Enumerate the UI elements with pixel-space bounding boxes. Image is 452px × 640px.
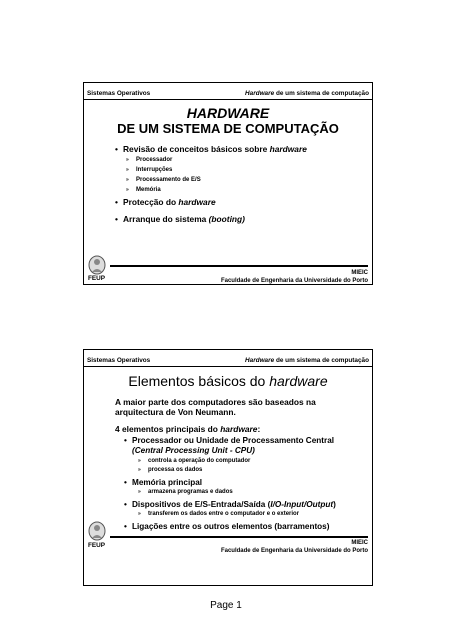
- feup-logo-icon: [88, 521, 106, 541]
- slide-title-line2: DE UM SISTEMA DE COMPUTAÇÃO: [117, 121, 339, 136]
- feup-label: FEUP: [88, 275, 106, 282]
- feup-label: FEUP: [88, 542, 106, 549]
- slide-2: [83, 349, 373, 586]
- footer-org: MIEIC: [351, 540, 368, 546]
- elements-heading: 4 elementos principais do hardware:: [115, 424, 261, 434]
- course-name: Sistemas Operativos: [87, 357, 151, 364]
- bullet-item: • Processador ou Unidade de Processamento Central (Central Processing Unit - CPU): [124, 436, 335, 455]
- footer-org: MIEIC: [351, 270, 368, 276]
- page-number: Page 1: [210, 600, 242, 611]
- sub-item: » controla a operação do computador: [138, 458, 251, 464]
- sub-item: » Memória: [126, 187, 161, 193]
- bullet-item: • Memória principal: [124, 478, 203, 487]
- header-topic: Hardware de um sistema de computação: [245, 90, 369, 97]
- footer-rule: [110, 536, 368, 538]
- double-chevron-icon: »: [138, 467, 141, 473]
- sub-item: » armazena programas e dados: [138, 489, 233, 495]
- feup-logo-icon: [88, 255, 106, 275]
- double-chevron-icon: »: [126, 177, 129, 183]
- sub-item: » processa os dados: [138, 467, 203, 473]
- footer-faculty: Faculdade de Engenharia da Universidade do Porto: [220, 278, 368, 284]
- bullet-item: • Ligações entre os outros elementos (barramentos): [124, 522, 330, 531]
- double-chevron-icon: »: [138, 458, 141, 464]
- sub-item: » Processamento de E/S: [126, 177, 201, 183]
- slide-title: Elementos básicos do hardware: [128, 373, 328, 389]
- bullet-item: • Protecção do hardware: [115, 197, 216, 207]
- bullet-dot-icon: •: [124, 478, 127, 487]
- bullet-dot-icon: •: [124, 436, 127, 445]
- bullet-item: • Arranque do sistema (booting): [115, 214, 245, 224]
- slide-header: [84, 350, 372, 367]
- double-chevron-icon: »: [126, 167, 129, 173]
- bullet-dot-icon: •: [115, 197, 118, 207]
- intro-paragraph: A maior parte dos computadores são baseados na arquitectura de Von Neumann.: [115, 397, 316, 417]
- slide-title-line1: HARDWARE: [186, 105, 270, 121]
- sub-item: » Interrupções: [126, 167, 173, 173]
- bullet-dot-icon: •: [124, 522, 127, 531]
- slide-1: [83, 82, 373, 285]
- bullet-dot-icon: •: [115, 144, 118, 154]
- double-chevron-icon: »: [126, 187, 129, 193]
- bullet-item: • Dispositivos de E/S-Entrada/Saída (I/O-Input/Output): [124, 500, 336, 509]
- double-chevron-icon: »: [126, 157, 129, 163]
- course-name: Sistemas Operativos: [87, 90, 151, 97]
- footer-faculty: Faculdade de Engenharia da Universidade do Porto: [220, 548, 368, 554]
- sub-item: » Processador: [126, 157, 173, 163]
- slide-header: [84, 83, 372, 100]
- footer-rule: [110, 265, 368, 267]
- bullet-dot-icon: •: [115, 214, 118, 224]
- header-topic: Hardware de um sistema de computação: [245, 357, 369, 364]
- double-chevron-icon: »: [138, 489, 141, 495]
- sub-item: » transferem os dados entre o computador e o exterior: [138, 511, 300, 517]
- bullet-item: • Revisão de conceitos básicos sobre hardware: [115, 144, 307, 154]
- bullet-dot-icon: •: [124, 500, 127, 509]
- double-chevron-icon: »: [138, 511, 141, 517]
